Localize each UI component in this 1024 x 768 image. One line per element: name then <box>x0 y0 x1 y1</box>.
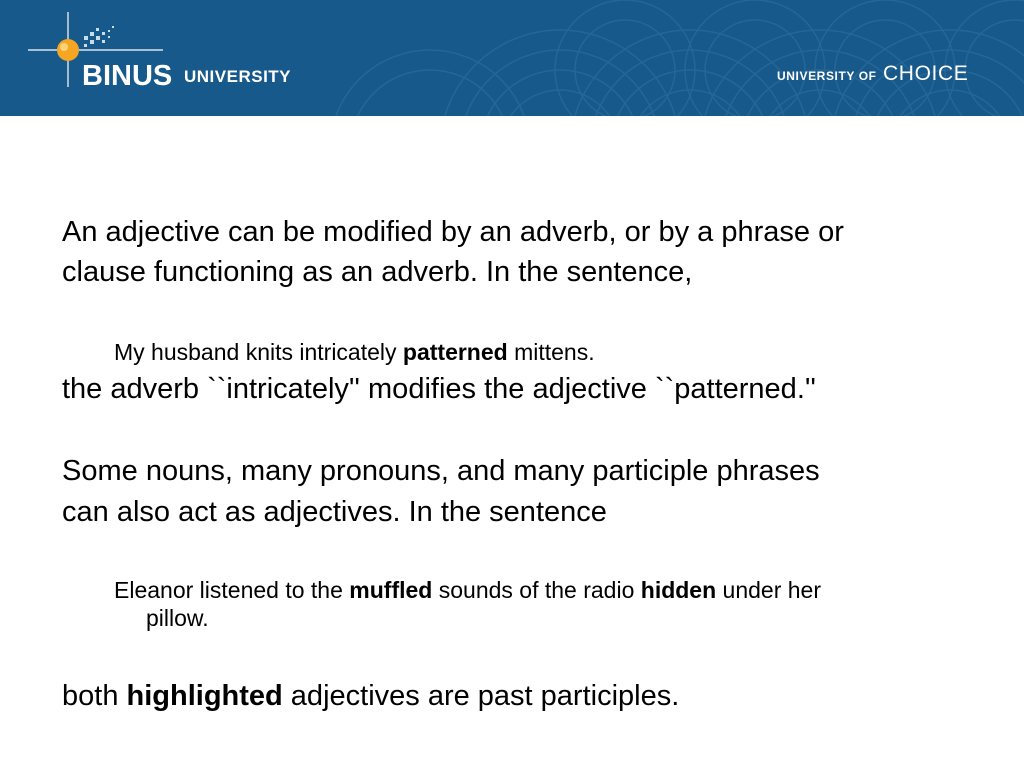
example-sentence-2 <box>114 577 821 604</box>
example-2-bold-2: hidden <box>640 577 717 603</box>
paragraph-1-line-2: clause functioning as an adverb. In the sentence, <box>62 256 693 288</box>
paragraph-2-line-1: Some nouns, many pronouns, and many participle phrases <box>62 455 820 487</box>
paragraph-1-line-3: the adverb ``intricately'' modifies the adjective ``patterned.'' <box>62 373 816 405</box>
logo-wordmark-university: UNIVERSITY <box>184 67 292 86</box>
tagline-choice: CHOICE <box>883 62 969 85</box>
paragraph-3-text-end: adjectives are past participles. <box>282 680 680 712</box>
example-2-text-end: under her <box>716 577 822 603</box>
example-2-text-mid: sounds of the radio <box>432 577 641 603</box>
example-sentence-2-line-2: pillow. <box>146 605 209 631</box>
paragraph-3-text: both <box>62 680 127 712</box>
example-2-text: Eleanor listened to the <box>114 577 350 603</box>
example-sentence-1 <box>114 339 595 366</box>
paragraph-1-line-1: An adjective can be modified by an adverb, or by a phrase or <box>62 216 844 248</box>
example-1-text-end: mittens. <box>507 339 595 365</box>
paragraph-2-line-2: can also act as adjectives. In the sentence <box>62 496 607 528</box>
paragraph-3 <box>62 680 679 713</box>
example-1-bold: patterned <box>402 339 508 365</box>
paragraph-3-bold: highlighted <box>126 680 283 712</box>
example-1-text: My husband knits intricately <box>114 339 403 365</box>
tagline-prefix: UNIVERSITY OF <box>777 69 877 83</box>
logo-wordmark-binus: BINUS <box>82 60 173 92</box>
example-2-bold-1: muffled <box>349 577 433 603</box>
